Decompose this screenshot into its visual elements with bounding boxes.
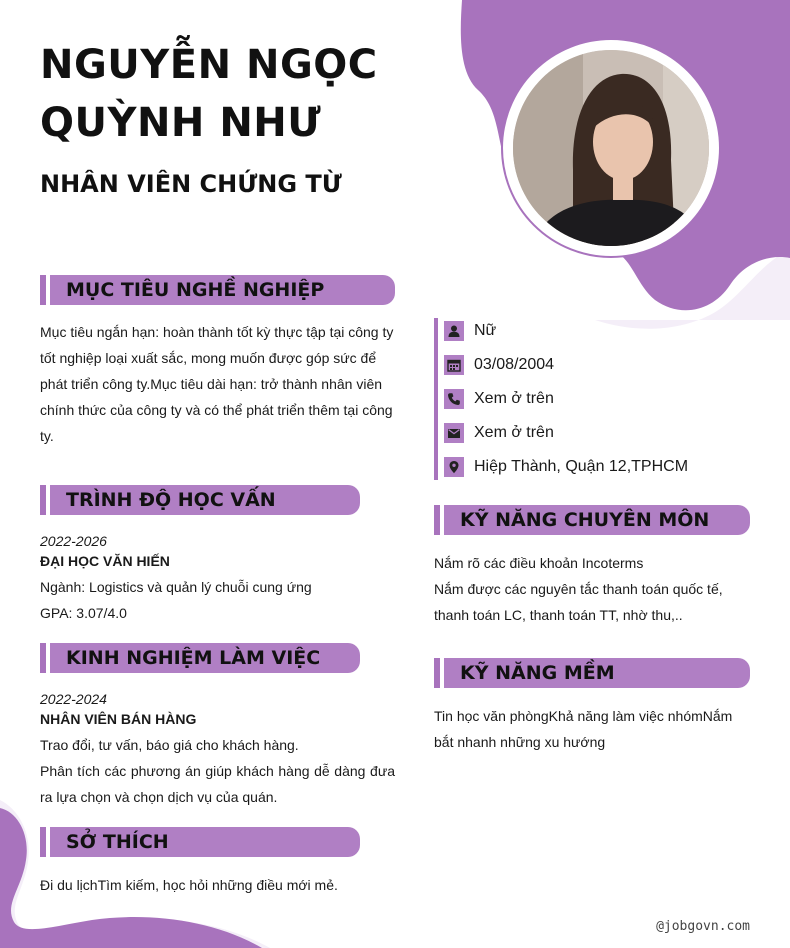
education-block <box>40 528 400 626</box>
contact-birthdate <box>444 354 554 376</box>
contact-email <box>444 422 554 444</box>
phone-value: Xem ở trên <box>474 390 554 407</box>
section-hard-skills-title: KỸ NĂNG CHUYÊN MÔN <box>444 505 750 535</box>
hard-skill-line: Nắm được các nguyên tắc thanh toán quốc tế, <box>434 581 723 597</box>
hard-skills-text <box>434 550 764 628</box>
experience-block <box>40 686 395 810</box>
experience-position: NHÂN VIÊN BÁN HÀNG <box>40 711 197 727</box>
footer-watermark: @jobgovn.com <box>656 919 750 934</box>
experience-line: Phân tích các phương án giúp khách hàng dễ dàng đưa <box>40 763 395 779</box>
section-hobbies-title: SỞ THÍCH <box>50 827 360 857</box>
contact-accent-bar <box>434 318 438 480</box>
hobbies-text: Đi du lịchTìm kiếm, học hỏi những điều mới mẻ. <box>40 877 338 893</box>
location-icon <box>444 457 464 477</box>
objective-text <box>40 319 400 449</box>
address-value: Hiệp Thành, Quận 12,TPHCM <box>474 458 689 475</box>
email-value: Xem ở trên <box>474 424 554 441</box>
soft-skill-line: bắt nhanh những xu hướng <box>434 734 606 750</box>
section-education-title: TRÌNH ĐỘ HỌC VẤN <box>50 485 360 515</box>
job-title: NHÂN VIÊN CHỨNG TỪ <box>40 170 342 198</box>
hard-skill-line: thanh toán LC, thanh toán TT, nhờ thu,.. <box>434 607 683 623</box>
gender-value: Nữ <box>474 322 497 339</box>
user-icon <box>444 321 464 341</box>
section-experience-title: KINH NGHIỆM LÀM VIỆC <box>50 643 360 673</box>
name-line-2: QUỲNH NHƯ <box>40 100 322 146</box>
profile-photo-frame <box>501 38 721 258</box>
candidate-name <box>40 36 378 152</box>
contact-address <box>444 456 688 478</box>
section-objective-title: MỤC TIÊU NGHỀ NGHIỆP <box>50 275 395 305</box>
name-line-1: NGUYỄN NGỌC <box>40 42 378 88</box>
phone-icon <box>444 389 464 409</box>
soft-skill-line: Tin học văn phòngKhả năng làm việc nhómNắm <box>434 708 733 724</box>
objective-line: Mục tiêu ngắn hạn: hoàn thành tốt kỳ thực tập tại công ty <box>40 324 394 340</box>
soft-skills-text <box>434 703 764 755</box>
objective-line: ty. <box>40 428 54 444</box>
mail-icon <box>444 423 464 443</box>
hard-skill-line: Nắm rõ các điều khoản Incoterms <box>434 555 644 571</box>
birthdate-value: 03/08/2004 <box>474 356 555 373</box>
objective-line: phát triển công ty.Mục tiêu dài hạn: trở thành nhân viên <box>40 376 383 392</box>
education-major: Ngành: Logistics và quản lý chuỗi cung ứng <box>40 579 312 595</box>
section-soft-skills-title: KỸ NĂNG MỀM <box>444 658 750 688</box>
education-period: 2022-2026 <box>40 533 107 549</box>
experience-period: 2022-2024 <box>40 691 107 707</box>
objective-line: tốt nghiệp loại xuất sắc, mong muốn được góp sức để <box>40 350 377 366</box>
objective-line: chính thức của công ty và có thể phát triển thêm tại công <box>40 402 393 418</box>
contact-phone <box>444 388 554 410</box>
experience-line: Trao đổi, tư vấn, báo giá cho khách hàng. <box>40 737 299 753</box>
contact-gender <box>444 320 496 342</box>
education-gpa: GPA: 3.07/4.0 <box>40 605 127 621</box>
experience-line: ra lựa chọn và chọn dịch vụ của quán. <box>40 789 278 805</box>
calendar-icon <box>444 355 464 375</box>
education-school: ĐẠI HỌC VĂN HIẾN <box>40 553 170 569</box>
profile-photo <box>513 50 709 246</box>
